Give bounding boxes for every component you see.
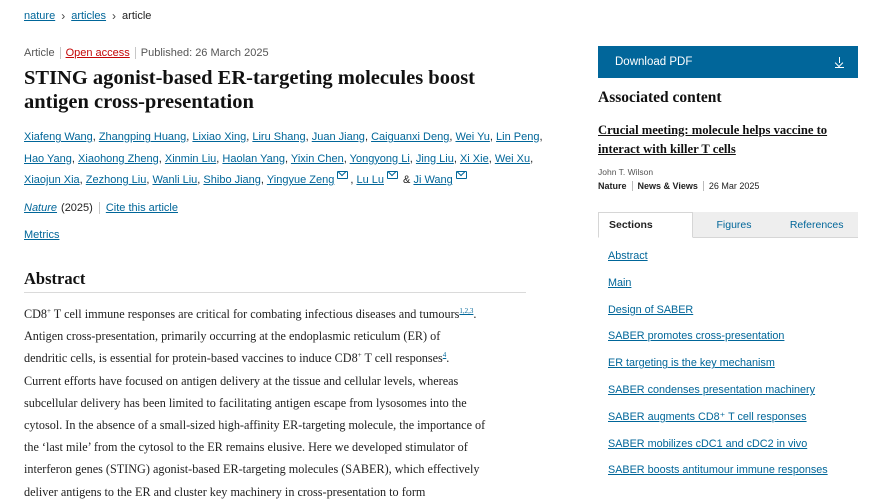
divider [703, 181, 704, 191]
author-link[interactable]: Caiguanxi Deng [371, 131, 450, 143]
abstract-line: the ‘last mile’ from the cytosol to the ER remains elusive. Here we developed stimulator of [24, 440, 468, 455]
author-link[interactable]: Xiaojun Xia [24, 174, 80, 186]
abstract-line: subcellular delivery has been limited to facilitating antigen escape from lysosomes into the [24, 395, 467, 410]
journal-line [24, 202, 178, 214]
author-link[interactable]: Haolan Yang [222, 152, 285, 165]
author-link[interactable]: Lixiao Xing [192, 131, 247, 143]
abstract-line: CD8+ T cell immune responses are critical for combating infectious diseases and tumours$^{1,2,3}$. [24, 306, 477, 321]
article-title: STING agonist-based ER-targeting molecules boost antigen cross-presentation [24, 67, 476, 113]
section-item-design [608, 303, 828, 330]
author-link[interactable]: Hao Yang [24, 152, 72, 165]
section-item-main [608, 276, 828, 303]
tab-figures[interactable]: Figures [716, 218, 752, 231]
author-link[interactable]: Shibo Jiang [203, 174, 261, 186]
divider [60, 47, 61, 59]
section-link[interactable]: Abstract [608, 250, 648, 262]
mail-icon[interactable] [456, 171, 467, 179]
article-type: Article [24, 47, 55, 59]
author-link[interactable]: Ji Wang [413, 174, 453, 186]
author-link[interactable]: Wei Xu [494, 152, 531, 165]
associated-source: Nature [598, 181, 627, 191]
author-link[interactable]: Yongyong Li [349, 152, 410, 165]
section-item-condenses [608, 383, 828, 410]
breadcrumb-articles[interactable]: articles [71, 10, 107, 22]
associated-author: John T. Wilson [598, 167, 654, 177]
download-icon [835, 57, 844, 68]
mail-icon[interactable] [387, 171, 398, 179]
section-link[interactable]: Main [608, 276, 632, 289]
published-date: Published: 26 March 2025 [140, 47, 269, 59]
section-link[interactable]: SABER mobilizes cDC1 and cDC2 in vivo [608, 437, 808, 450]
journal-year: (2025) [61, 202, 93, 214]
mail-icon[interactable] [337, 171, 348, 179]
author-link[interactable]: Lu Lu [356, 174, 384, 186]
divider [632, 181, 633, 191]
author-link[interactable]: Zhangping Huang [98, 131, 187, 143]
author-link[interactable]: Xinmin Liu [164, 152, 217, 165]
download-pdf-button[interactable] [598, 46, 858, 78]
article-meta [24, 47, 269, 59]
abstract-line: Antigen cross-presentation, primarily occurring at the endoplasmic reticulum (ER) of [24, 329, 441, 344]
breadcrumb [24, 9, 151, 23]
abstract-line: deliver antigens to the ER and cluster key machinery in cross-presentation to form [24, 484, 426, 499]
cite-article-link[interactable]: Cite this article [105, 202, 178, 214]
tab-references[interactable]: References [789, 218, 844, 231]
section-item-abstract [608, 249, 828, 276]
section-link[interactable]: ER targeting is the key mechanism [608, 357, 775, 370]
section-item-er-targeting [608, 356, 828, 383]
section-link[interactable]: SABER promotes cross-presentation [608, 330, 785, 343]
reference-link[interactable]: 4 [442, 351, 447, 360]
author-link[interactable]: Zezhong Liu [85, 174, 147, 186]
divider [135, 47, 136, 59]
author-list: Xiafeng Wang, Zhangping Huang, Lixiao Xing, Liru Shang, Juan Jiang, Caiguanxi Deng, Wei Yu, Lin Peng, Hao Yang, Xiaohong Zheng, Xinmin Liu, Haolan Yang, Yixin Chen, Yongyong Li, Jing Liu, Xi Xie, Wei Xu, Xiaojun Xia, Zezhong Liu, Wanli Liu, Shibo Jiang, Yingyue Zeng , Lu Lu & Ji Wang [24, 131, 543, 186]
breadcrumb-current: article [122, 10, 152, 22]
section-item-antitumour [608, 463, 828, 490]
author-link[interactable]: Liru Shang [252, 131, 306, 143]
abstract-line: Current efforts have focused on antigen delivery at the tissue and cellular levels, whereas [24, 373, 459, 388]
chevron-right-icon: › [112, 9, 117, 23]
author-link[interactable]: Wanli Liu [152, 174, 198, 186]
metrics-link[interactable]: Metrics [24, 229, 60, 241]
abstract-line: cytosol. In the absence of a small-sized high-affinity ER-targeting molecule, the importance of [24, 418, 486, 433]
author-link[interactable]: Wei Yu [455, 131, 490, 143]
sidebar-tabs [598, 212, 858, 238]
author-link[interactable]: Juan Jiang [311, 131, 365, 143]
associated-meta [598, 181, 759, 191]
open-access-link[interactable]: Open access [65, 47, 130, 59]
section-link[interactable]: SABER condenses presentation machinery [608, 383, 816, 396]
associated-kind: News & Views [637, 181, 698, 191]
journal-link[interactable]: Nature [24, 202, 58, 214]
author-link[interactable]: Yingyue Zeng [266, 174, 335, 186]
section-link[interactable]: Design of SABER [608, 303, 694, 316]
abstract-line: interferon genes (STING) agonist-based ER-targeting molecules (SABER), which effectively [24, 462, 480, 477]
abstract-heading: Abstract [24, 269, 526, 293]
download-pdf-label: Download PDF [615, 56, 693, 68]
section-item-augments [608, 410, 828, 437]
section-link[interactable]: SABER augments CD8⁺ T cell responses [608, 410, 807, 423]
section-item-mobilizes [608, 437, 828, 464]
divider [99, 202, 100, 214]
abstract-text [24, 303, 554, 503]
section-link[interactable]: SABER boosts antitumour immune responses [608, 464, 828, 477]
tab-sections[interactable]: Sections [598, 212, 693, 238]
chevron-right-icon: › [61, 9, 66, 23]
abstract-line: dendritic cells, is essential for protein-based vaccines to induce CD8+ T cell responses$^4$. [24, 351, 450, 366]
author-link[interactable]: Xi Xie [459, 152, 489, 165]
author-and: & [403, 174, 411, 186]
breadcrumb-nature[interactable]: nature [24, 10, 56, 22]
author-link[interactable]: Yixin Chen [290, 152, 344, 165]
author-link[interactable]: Lin Peng [496, 131, 540, 143]
section-list [608, 249, 828, 490]
author-link[interactable]: Xiafeng Wang [24, 131, 93, 143]
associated-content-heading: Associated content [598, 89, 722, 106]
associated-date: 26 Mar 2025 [708, 181, 760, 191]
section-item-cross-presentation [608, 329, 828, 356]
reference-link[interactable]: 1,2,3 [459, 306, 474, 315]
author-link[interactable]: Jing Liu [415, 152, 454, 165]
author-link[interactable]: Xiaohong Zheng [78, 152, 159, 165]
associated-article-link[interactable]: Crucial meeting: molecule helps vaccine to interact with killer T cells [598, 123, 828, 156]
